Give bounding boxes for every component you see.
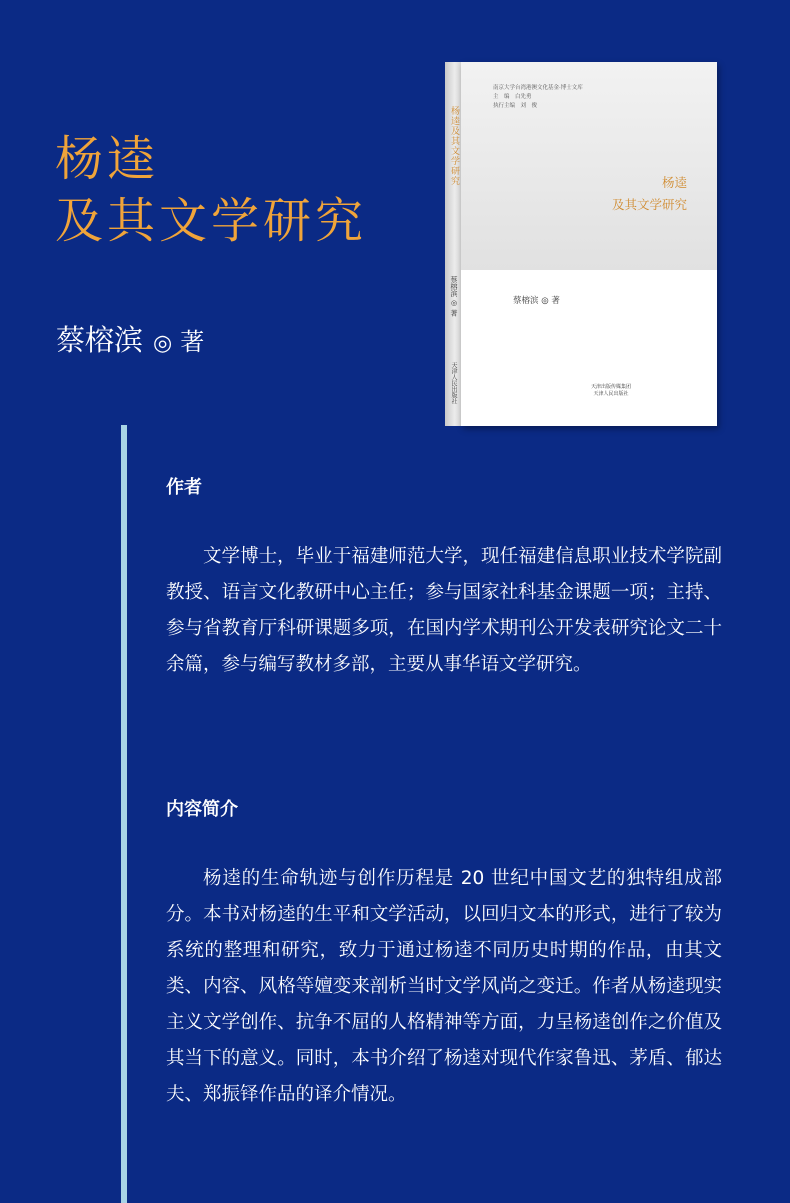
author-separator: ◎ [153,331,173,356]
author-credit [56,318,204,359]
cover-title [612,172,687,216]
intro-body-text: 杨逵的生命轨迹与创作历程是 20 世纪中国文艺的独特组成部分。本书对杨逵的生平和文学活动，以回归文本的形式，进行了较为系统的整理和研究，致力于通过杨逵不同历史时期的作品，由其文类、内容、风格等嬗变来剖析当时文学风尚之变迁。作者从杨逵现实主义文学创作、抗争不屈的人格精神等方面，力呈杨逵创作之价值及其当下的意义。同时，本书介绍了杨逵对现代作家鲁迅、茅盾、郁达夫、郑振铎作品的译介情况。 [166,868,722,1105]
cover-exec-editor-line: 执行主编 刘 俊 [493,103,538,109]
book-front-cover [461,62,717,426]
intro-section-heading: 内容简介 [166,799,238,820]
cover-editor-line: 主 编 白先勇 [493,94,532,100]
book-spine [445,62,461,426]
cover-series-line: 南京大学台湾港澳文化基金·博士文库 [493,85,583,91]
spine-author: 蔡榕滨 ◎ 著 [450,276,458,317]
spine-title: 杨逵及其文学研究 [449,106,459,186]
cover-series-info [493,84,583,111]
accent-divider-line [121,425,127,1203]
author-name: 蔡榕滨 [56,323,144,357]
book-title-line1: 杨逵 [55,131,160,187]
author-role: 著 [180,328,205,356]
author-section-heading: 作者 [166,477,202,498]
cover-publisher-name: 天津人民出版社 [593,391,629,397]
author-bio-text: 文学博士，毕业于福建师范大学，现任福建信息职业技术学院副教授、语言文化教研中心主任；参与国家社科基金课题一项；主持、参与省教育厅科研课题多项，在国内学术期刊公开发表研究论文二十余篇，参与编写教材多部，主要从事华语文学研究。 [166,546,722,675]
cover-title-line2: 及其文学研究 [611,197,687,212]
cover-publisher-group: 天津出版传媒集团 [591,384,632,390]
cover-author: 蔡榕滨 ◎ 著 [513,296,560,306]
book-cover-image [445,62,717,426]
spine-publisher: 天津人民出版社 [450,362,457,404]
cover-title-line1: 杨逵 [661,175,687,190]
book-title-line2: 及其文学研究 [55,193,368,249]
book-title [55,128,367,252]
cover-publisher [591,384,631,398]
